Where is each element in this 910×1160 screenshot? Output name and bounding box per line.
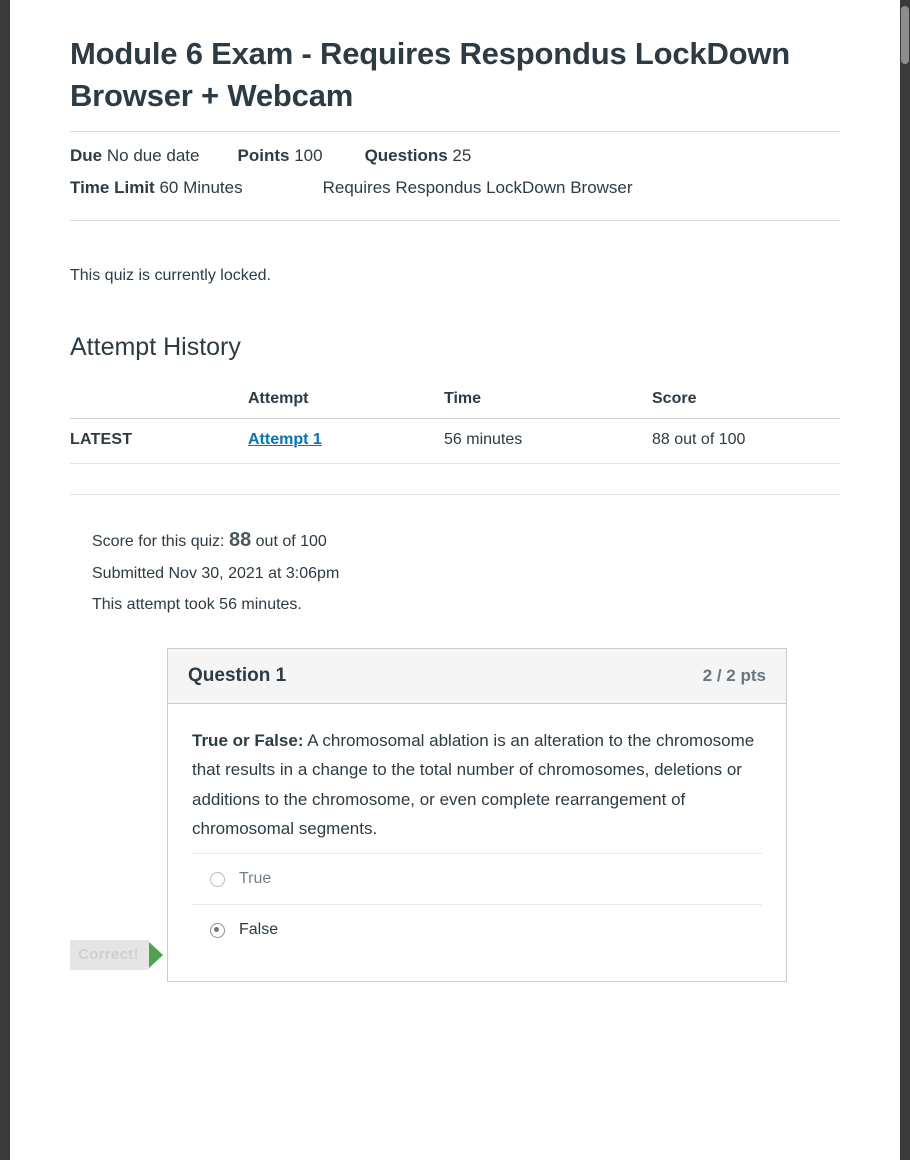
attempt-history-heading: Attempt History: [70, 333, 241, 362]
question-text: [168, 704, 786, 853]
duration-line: This attempt took 56 minutes.: [92, 595, 302, 613]
question-header: [168, 649, 786, 704]
questions-label: Questions: [364, 145, 448, 165]
radio-icon[interactable]: [210, 923, 225, 938]
question-points: 2 / 2 pts: [702, 666, 766, 686]
question-name: Question 1: [188, 665, 287, 687]
attempt-history-table: [70, 384, 840, 464]
correct-indicator: [70, 940, 163, 970]
radio-icon[interactable]: [210, 872, 225, 887]
question-prompt-text: A chromosomal ablation is an alteration to the chromosome that results in a change to the total number of chromosomes, deletions or additions to the chromosome, or even complete rearrangement of chromosomal segments.: [192, 731, 755, 838]
score-line: [92, 521, 840, 559]
quiz-meta-line-1: [70, 140, 840, 172]
requirement-note: Requires Respondus LockDown Browser: [322, 177, 633, 197]
table-row: [70, 419, 840, 464]
page-title: Module 6 Exam - Requires Respondus LockDown Browser + Webcam: [70, 36, 791, 113]
time-limit-label: Time Limit: [70, 177, 155, 197]
quiz-meta-line-2: [70, 172, 840, 204]
submitted-line: Submitted Nov 30, 2021 at 3:06pm: [92, 565, 340, 583]
column-header-attempt: Attempt: [248, 384, 444, 419]
answer-label: True: [239, 870, 272, 887]
quiz-page: [10, 0, 900, 1160]
locked-message: This quiz is currently locked.: [70, 267, 271, 285]
correct-label: Correct!: [70, 940, 149, 970]
questions-value: 25: [452, 145, 472, 165]
scrollbar[interactable]: [900, 0, 910, 1160]
attempt-latest-marker: LATEST: [70, 419, 248, 464]
column-header-blank: [70, 384, 248, 419]
answer-option-false[interactable]: [192, 904, 762, 955]
answer-option-true[interactable]: [192, 853, 762, 904]
arrow-right-icon: [149, 942, 163, 968]
points-value: 100: [294, 145, 323, 165]
question-block: [78, 648, 787, 982]
due-value: No due date: [106, 145, 200, 165]
question-prompt-bold: True or False:: [192, 731, 304, 751]
attempt-time: 56 minutes: [444, 419, 652, 464]
score-summary: [70, 495, 840, 620]
time-limit-value: 60 Minutes: [159, 177, 243, 197]
scrollbar-thumb[interactable]: [901, 6, 909, 64]
quiz-content: [10, 0, 900, 982]
answer-list: [168, 853, 786, 981]
points-label: Points: [237, 145, 290, 165]
answer-label: False: [239, 921, 279, 938]
attempt-link-cell: [248, 419, 444, 464]
question-card: [167, 648, 787, 982]
column-header-time: Time: [444, 384, 652, 419]
column-header-score: Score: [652, 384, 840, 419]
due-label: Due: [70, 145, 103, 165]
quiz-meta: [70, 132, 840, 205]
score-prefix: Score for this quiz:: [92, 533, 225, 551]
table-header-row: [70, 384, 840, 419]
attempt-score: 88 out of 100: [652, 419, 840, 464]
attempt-1-link[interactable]: Attempt 1: [248, 431, 322, 449]
score-value: 88: [228, 529, 252, 552]
score-suffix: out of 100: [255, 533, 327, 551]
